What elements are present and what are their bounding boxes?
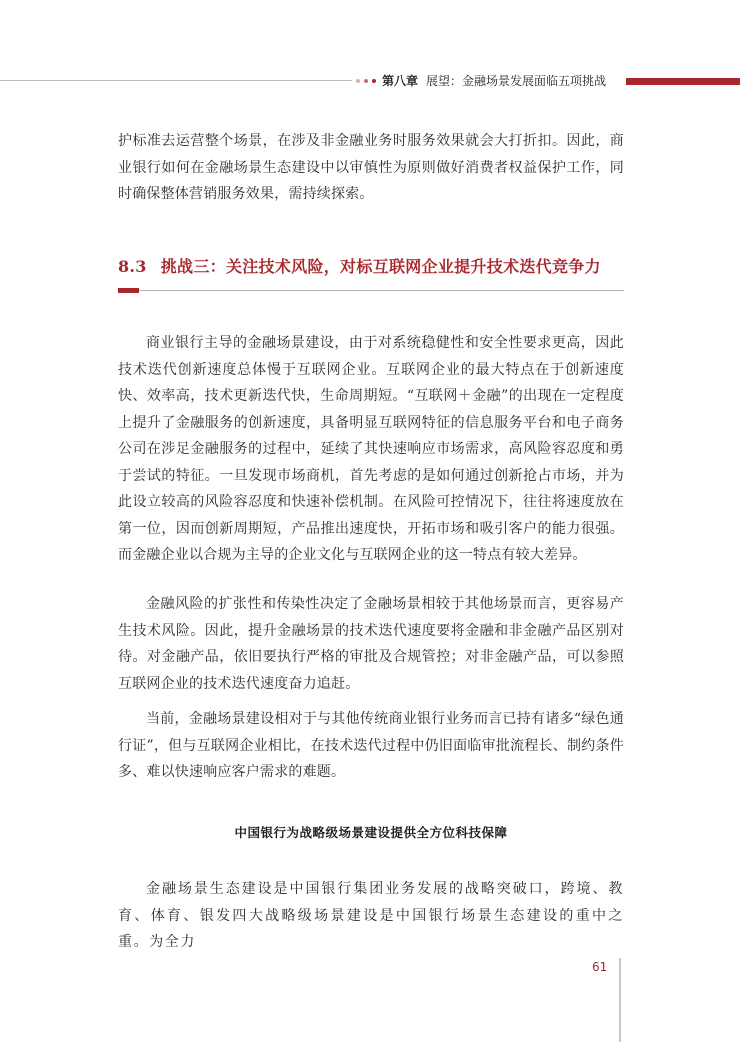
section-heading bbox=[118, 256, 624, 278]
section-title: 挑战三：关注技术风险，对标互联网企业提升技术迭代竞争力 bbox=[160, 257, 601, 276]
section-number: 8.3 bbox=[118, 257, 147, 276]
body-paragraph: 商业银行主导的金融场景建设，由于对系统稳健性和安全性要求更高，因此技术迭代创新速度总体慢于互联网企业。互联网企业的最大特点在于创新速度快、效率高，技术更新迭代快，生命周期短。“互联网＋金融”的出现在一定程度上提升了金融服务的创新速度，具备明显互联网特征的信息服务平台和电子商务公司在涉足金融服务的过程中，延续了其快速响应市场需求，高风险容忍度和勇于尝试的特征。一旦发现市场商机，首先考虑的是如何通过创新抢占市场，并为此设立较高的风险容忍度和快速补偿机制。在风险可控情况下，往往将速度放在第一位，因而创新周期短，产品推出速度快，开拓市场和吸引客户的能力很强。而金融企业以合规为主导的企业文化与互联网企业的这一特点有较大差异。 bbox=[118, 335, 624, 563]
section-rule bbox=[118, 290, 624, 291]
header-dot bbox=[364, 79, 368, 83]
body-paragraph: 金融风险的扩张性和传染性决定了金融场景相较于其他场景而言，更容易产生技术风险。因此，提升金融场景的技术迭代速度要将金融和非金融产品区别对待。对金融产品，依旧要执行严格的审批及合规管控；对非金融产品，可以参照互联网企业的技术迭代速度奋力追赶。 bbox=[118, 596, 624, 692]
header-accent-bar bbox=[626, 78, 740, 85]
body-paragraph: 当前，金融场景建设相对于与其他传统商业银行业务而言已持有诸多“绿色通行证”，但与互联网企业相比，在技术迭代过程中仍旧面临审批流程长、制约条件多、难以快速响应客户需求的难题。 bbox=[118, 711, 624, 780]
chapter-title: 展望：金融场景发展面临五项挑战 bbox=[426, 74, 607, 88]
case-box-paragraph: 金融场景生态建设是中国银行集团业务发展的战略突破口，跨境、教育、体育、银发四大战略级场景建设是中国银行场景生态建设的重中之重。为全力 bbox=[118, 881, 624, 950]
header-rule bbox=[0, 80, 352, 81]
header-dot bbox=[356, 79, 360, 83]
header-dot bbox=[372, 79, 376, 83]
chapter-label: 第八章 bbox=[382, 74, 419, 88]
case-box-title: 中国银行为战略级场景建设提供全方位科技保障 bbox=[234, 825, 508, 840]
header-dots bbox=[356, 75, 376, 87]
running-header bbox=[382, 73, 606, 89]
paragraph-continued: 护标准去运营整个场景，在涉及非金融业务时服务效果就会大打折扣。因此，商业银行如何在金融场景生态建设中以审慎性为原则做好消费者权益保护工作，同时确保整体营销服务效果，需持续探索。 bbox=[118, 133, 624, 202]
side-rule bbox=[619, 958, 621, 1042]
page-number: 61 bbox=[592, 960, 608, 974]
section-rule-accent bbox=[118, 288, 139, 293]
